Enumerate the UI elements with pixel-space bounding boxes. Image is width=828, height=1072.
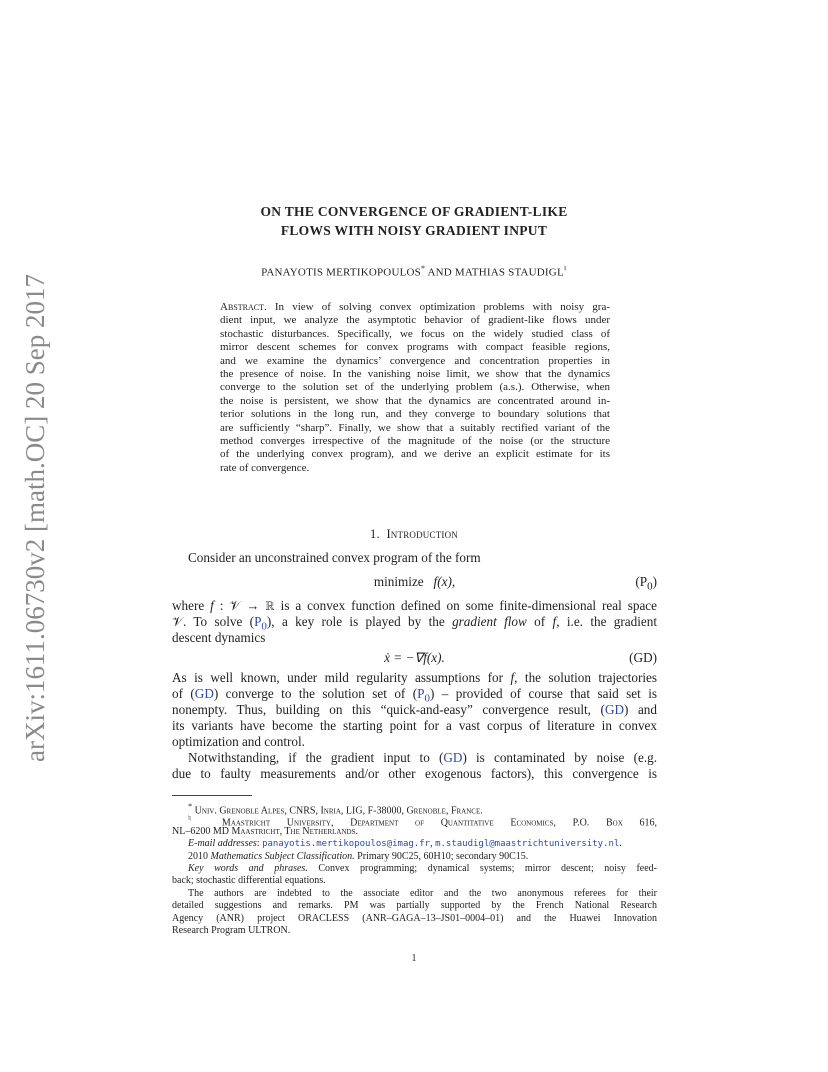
emphasis-text: Mathematics Subject Classification. (210, 850, 355, 862)
emphasis-text: gradient flow (452, 614, 527, 629)
equation-body (172, 574, 657, 590)
title-line-2: FLOWS WITH NOISY GRADIENT INPUT (280, 223, 548, 238)
text-run: 𝒱. To solve ( (172, 614, 255, 629)
text-run: , (430, 838, 436, 850)
footnote-mark: ♮ (188, 814, 206, 824)
abstract-line: mirror descent schemes for convex programs with compact feasible regions, (220, 341, 610, 354)
footnote-emails: E-mail addresses: panayotis.mertikopoulos@imag.fr, m.staudigl@maastrichtuniversity.nl. (188, 838, 622, 850)
text-run: ) is contaminated by noise (e.g. (462, 750, 658, 765)
abstract-line: method converges irrespective of the magnitude of the noise (or the structure (220, 434, 610, 447)
equation-tag-text: (P (635, 574, 648, 589)
text-run: ), a key role is played by the (266, 614, 453, 629)
email-link[interactable]: m.staudigl@maastrichtuniversity.nl (435, 839, 620, 850)
math-symbol: f (552, 614, 557, 629)
abstract-line: rate of convergence. (220, 461, 310, 474)
body-line: descent dynamics (172, 630, 266, 645)
reference-text: P (254, 614, 262, 629)
text-run: , the solution trajectories (514, 670, 657, 685)
text-run: ) converge to the solution set of ( (213, 686, 418, 701)
page-number: 1 (411, 953, 417, 964)
title-line-1: ON THE CONVERGENCE OF GRADIENT-LIKE (260, 204, 568, 219)
body-line (172, 702, 657, 718)
body-line: optimization and control. (172, 734, 305, 749)
text-run: Convex programming; dynamical systems; mirror descent; noisy feed- (307, 862, 657, 874)
author-connector: AND (425, 266, 455, 279)
body-line (172, 686, 657, 705)
text-run: : 𝒱 → ℝ is a convex function defined on some finite-dimensional real space (213, 598, 658, 613)
text-run: nonempty. Thus, building on this “quick-and-easy” convergence result, ( (172, 702, 605, 717)
emphasis-text: Key words and phrases. (188, 862, 308, 874)
author-list (150, 264, 678, 279)
abstract-line: terior solutions in the long run, and they converge to boundary solutions that (220, 408, 610, 421)
abstract-line: dient input, we analyze the asymptotic behavior of gradient-like flows under (220, 314, 610, 327)
abstract-line: and we examine the dynamics’ convergence and concentration properties in (220, 354, 610, 367)
equation-expression: f(x), (433, 574, 456, 589)
section-number: 1. (370, 527, 380, 541)
text-run: As is well known, under mild regularity assumptions for (172, 670, 511, 685)
paper-title (180, 202, 648, 240)
equation-tag (635, 574, 657, 593)
footnote-acknowledgment: detailed suggestions and remarks. PM was partially supported by the French National Research (172, 900, 657, 912)
reference-subscript: 0 (261, 620, 267, 633)
abstract-line: of the underlying convex program), and we derive an explicit estimate for its (220, 448, 610, 461)
footnote-acknowledgment: The authors are indebted to the associate editor and the two anonymous referees for their (188, 887, 657, 899)
text-run: ) and (624, 702, 657, 717)
equation-tag-close: ) (652, 574, 657, 589)
author-affiliation-mark: * (420, 264, 426, 273)
body-line: due to faulty measurements and/or other exogenous factors), this convergence is (172, 766, 657, 781)
footnote-acknowledgment: Research Program ULTRON. (172, 924, 291, 936)
abstract-line: stochastic disturbances. Specifically, we focus on the widely studied class of (220, 327, 610, 340)
footnote-keywords-cont: back; stochastic differential equations. (172, 875, 326, 887)
author-name: MATHIAS STAUDIGL (454, 266, 564, 279)
equation-expression: ẋ = −∇f(x). (384, 650, 445, 665)
abstract-line: the noise is persistent, we show that the dynamics are concentrated around in- (220, 394, 610, 407)
equation-reference-link[interactable]: GD (604, 702, 624, 717)
math-symbol: f (210, 598, 214, 613)
body-line (172, 670, 657, 686)
equation-reference-link[interactable]: GD (194, 686, 214, 701)
abstract-line: are sufficiently “sharp”. Finally, we show that a suitably rectified variant of the (220, 421, 610, 434)
equation-reference-link[interactable]: GD (443, 750, 463, 765)
footnote-affiliation-1 (172, 801, 657, 817)
footnote-msc (172, 851, 657, 863)
section-heading (172, 527, 656, 542)
text-run: Primary 90C25, 60H10; secondary 90C15. (354, 850, 529, 862)
abstract-text: In view of solving convex optimization problems with noisy gra- (274, 301, 611, 313)
footnote-mark: * (188, 802, 193, 811)
text-run: . (619, 838, 622, 850)
text-run: of ( (172, 686, 195, 701)
footnote-text: Maastricht University, Department of Quantitative Economics, P.O. Box 616, (221, 817, 658, 829)
footnote-affiliation-2 (172, 813, 658, 829)
text-run: , i.e. the gradient (556, 614, 657, 629)
footnote-text: Univ. Grenoble Alpes, CNRS, Inria, LIG, F-38000, Grenoble, France. (194, 805, 483, 817)
body-line (172, 750, 657, 766)
footnote-acknowledgment: Agency (ANR) project ORACLESS (ANR–GAGA–13–JS01–0004–01) and the Huawei Innovation (172, 912, 657, 924)
equation-gd (172, 650, 657, 668)
abstract (220, 301, 610, 475)
body-line (172, 598, 657, 614)
equation-body (172, 650, 657, 666)
body-line (172, 614, 657, 633)
footnote-affiliation-2-cont: NL–6200 MD Maastricht, The Netherlands. (172, 825, 358, 837)
email-label: E-mail addresses (188, 838, 257, 850)
arxiv-identifier-stamp: arXiv:1611.06730v2 [math.OC] 20 Sep 2017 (20, 274, 50, 762)
section-title: Introduction (386, 527, 458, 541)
footnote-keywords (172, 863, 657, 875)
paragraph-definition (172, 598, 657, 646)
paragraph-convergence (172, 670, 657, 782)
author-affiliation-mark: ♮ (563, 264, 567, 273)
text-run: Notwithstanding, if the gradient input to ( (188, 750, 444, 765)
body-line: its variants have become the starting point for a vast corpus of literature in convex (172, 718, 657, 733)
email-link[interactable]: panayotis.mertikopoulos@imag.fr (262, 839, 431, 850)
math-symbol: f (510, 670, 515, 685)
abstract-line (220, 301, 610, 314)
text-run: 2010 (188, 850, 211, 862)
abstract-line: the presence of noise. In the vanishing noise limit, we show that the dynamics (220, 367, 610, 380)
text-run: of (526, 614, 553, 629)
reference-subscript: 0 (424, 692, 430, 705)
equation-tag: (GD) (629, 650, 657, 665)
abstract-label: Abstract. (220, 301, 267, 313)
equation-operator: minimize (373, 574, 424, 589)
abstract-line: converge to the solution set of the underlying problem (a.s.). Otherwise, when (220, 381, 610, 394)
footnote-divider (172, 795, 252, 796)
text-run: where (172, 598, 211, 613)
equation-p0 (172, 574, 657, 592)
author-name: PANAYOTIS MERTIKOPOULOS (261, 266, 421, 279)
paragraph-intro (172, 550, 657, 566)
equation-reference-link[interactable] (417, 686, 430, 705)
footnotes (172, 801, 657, 937)
reference-text: P (417, 686, 425, 701)
equation-tag-subscript: 0 (647, 580, 653, 593)
body-line: Consider an unconstrained convex program of the form (188, 550, 481, 565)
text-run: ) – provided of course that said set is (429, 686, 657, 701)
equation-reference-link[interactable] (254, 614, 267, 633)
